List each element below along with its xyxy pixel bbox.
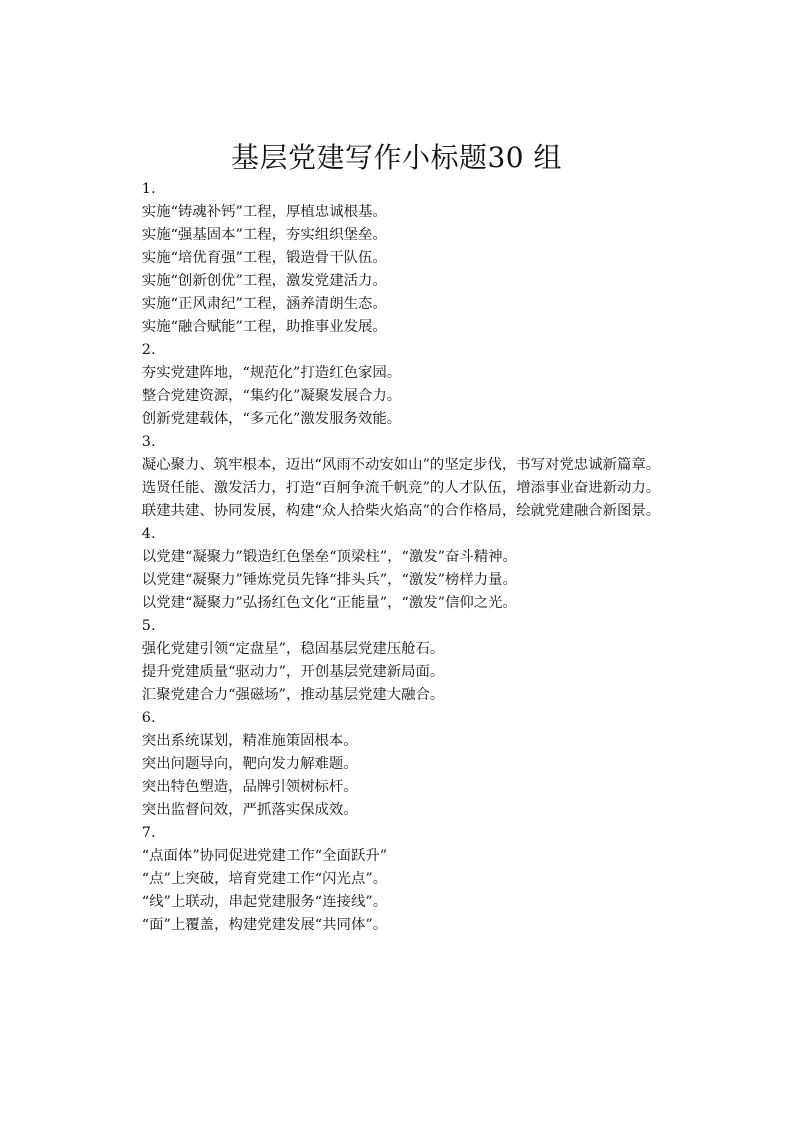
document-title: 基层党建写作小标题30 组 [230, 141, 563, 174]
paragraph: 联建共建、协同发展，构建“众人拾柴火焰高”的合作格局，绘就党建融合新图景。 [141, 503, 661, 519]
paragraph: 整合党建资源，“集约化”凝聚发展合力。 [141, 388, 402, 404]
paragraph: 实施“铸魂补钙”工程，厚植忠诚根基。 [141, 204, 387, 220]
paragraph: 实施“强基固本”工程，夯实组织堡垒。 [141, 227, 387, 243]
paragraph: 2. [141, 342, 156, 358]
paragraph: 夯实党建阵地，“规范化”打造红色家园。 [141, 365, 402, 381]
paragraph: 突出特色塑造，品牌引领树标杆。 [141, 779, 358, 795]
paragraph: 汇聚党建合力“强磁场”，推动基层党建大融合。 [141, 687, 445, 703]
paragraph: 实施“正风肃纪”工程，涵养清朗生态。 [141, 296, 387, 312]
paragraph: 强化党建引领“定盘星”，稳固基层党建压舱石。 [141, 641, 445, 657]
paragraph: 5. [141, 618, 156, 634]
paragraph: 6. [141, 710, 156, 726]
paragraph: “线”上联动，串起党建服务“连接线”。 [141, 894, 388, 910]
paragraph: 7. [141, 825, 156, 841]
paragraph: 3. [141, 434, 156, 450]
paragraph: 实施“培优育强”工程，锻造骨干队伍。 [141, 250, 387, 266]
paragraph: 实施“创新创优”工程，激发党建活力。 [141, 273, 387, 289]
document-body [113, 178, 697, 937]
paragraph: “面”上覆盖，构建党建发展“共同体”。 [141, 917, 388, 933]
paragraph: 以党建“凝聚力”弘扬红色文化“正能量”，“激发”信仰之光。 [141, 595, 517, 611]
paragraph: 实施“融合赋能”工程，助推事业发展。 [141, 319, 387, 335]
paragraph: 提升党建质量“驱动力”，开创基层党建新局面。 [141, 664, 445, 680]
paragraph: “点面体”协同促进党建工作“全面跃升” [141, 848, 388, 864]
paragraph: 突出监督问效，严抓落实保成效。 [141, 802, 358, 818]
paragraph: 以党建“凝聚力”锤炼党员先锋“排头兵”，“激发”榜样力量。 [141, 572, 517, 588]
paragraph: 4. [141, 526, 156, 542]
paragraph: 选贤任能、激发活力，打造“百舸争流千帆竞”的人才队伍，增添事业奋进新动力。 [141, 480, 661, 496]
paragraph: 以党建“凝聚力”锻造红色堡垒“顶梁柱”，“激发”奋斗精神。 [141, 549, 517, 565]
paragraph: “点”上突破，培育党建工作“闪光点”。 [141, 871, 388, 887]
paragraph: 创新党建载体，“多元化”激发服务效能。 [141, 411, 402, 427]
paragraph: 凝心聚力、筑牢根本，迈出“风雨不动安如山”的坚定步伐，书写对党忠诚新篇章。 [141, 457, 661, 473]
paragraph: 1. [141, 181, 156, 197]
paragraph: 突出问题导向，靶向发力解难题。 [141, 756, 358, 772]
paragraph: 突出系统谋划，精准施策固根本。 [141, 733, 358, 749]
